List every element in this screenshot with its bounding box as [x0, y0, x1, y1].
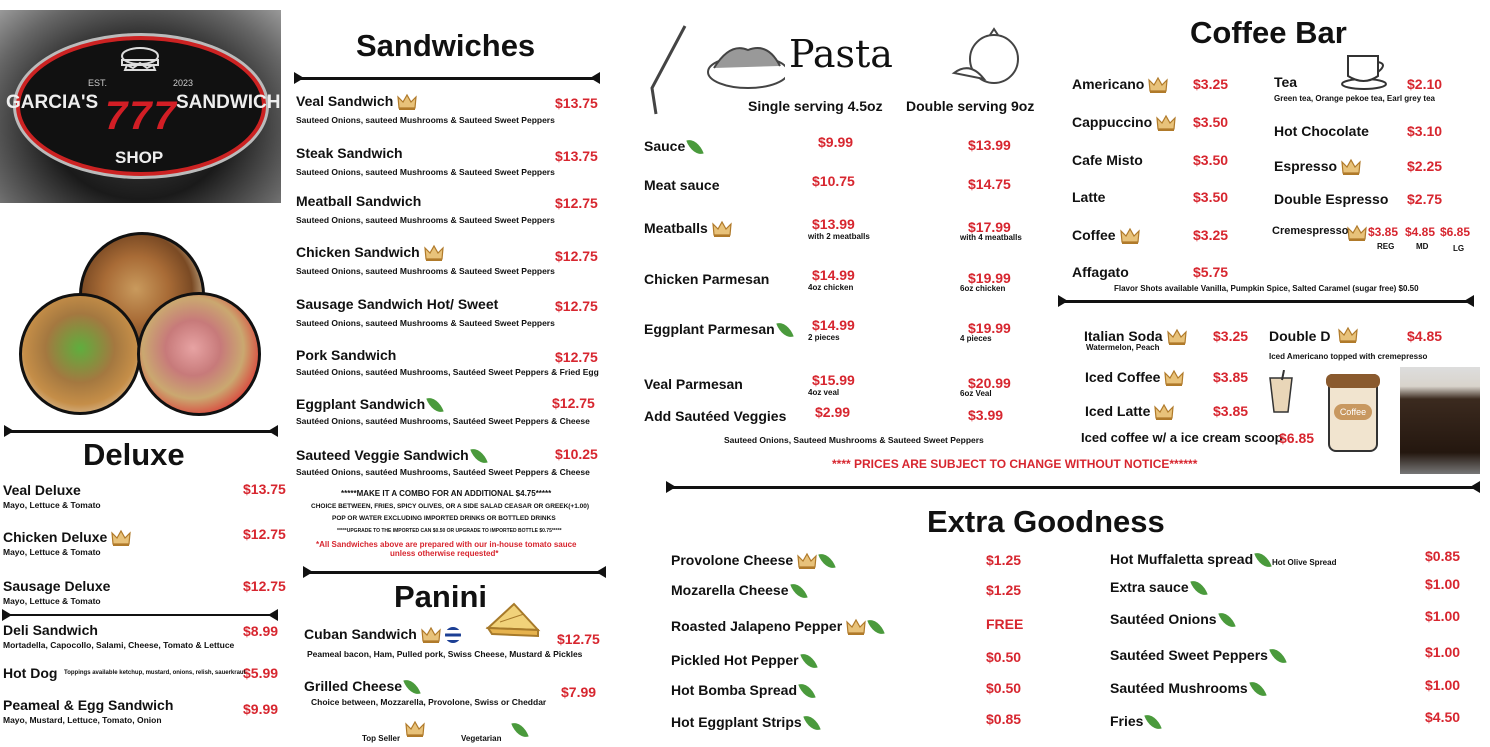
pickled-leaf-icon — [800, 651, 817, 672]
pasta-item-2-single: $13.99 — [812, 216, 855, 232]
sandwich-item-2-name: Meatball Sandwich — [296, 193, 422, 209]
tomato-icon — [950, 25, 1025, 87]
cold-item-2-name: Iced Latte — [1085, 403, 1174, 421]
deluxe-photo — [19, 293, 141, 415]
deluxe-item-3-name: Deli Sandwich — [3, 622, 98, 638]
eggplant-strips-leaf-icon — [803, 713, 820, 734]
cold-item-0-name: Italian Soda — [1084, 328, 1187, 346]
pasta-item-3-double: $19.99 — [968, 270, 1011, 286]
coffee-right-3-price: $2.75 — [1407, 191, 1443, 207]
coffee-right-3-name: Double Espresso — [1274, 191, 1389, 207]
fries-leaf-icon — [1145, 712, 1162, 733]
size-lg-label: LG — [1453, 244, 1465, 253]
pasta-item-4-single: $14.99 — [812, 317, 855, 333]
pasta-item-3-name: Chicken Parmesan — [644, 271, 770, 287]
double-d-name: Double D — [1269, 328, 1331, 344]
extra-right-0-price: $0.85 — [1425, 548, 1461, 564]
double-d-desc: Iced Americano topped with cremepresso — [1269, 352, 1428, 361]
pasta-item-3-single: $14.99 — [812, 267, 855, 283]
iced-cup-icon — [1266, 370, 1296, 414]
pasta-item-6-single: $2.99 — [815, 404, 851, 420]
sandwiches-title: Sandwiches — [356, 28, 536, 63]
pasta-item-5-note1: 4oz veal — [808, 388, 840, 397]
pasta-item-3-note1: 4oz chicken — [808, 283, 854, 292]
coffee-left-0-price: $3.25 — [1193, 76, 1229, 92]
peppers-leaf-icon — [1269, 646, 1286, 667]
provolone-crown-icon — [797, 552, 817, 570]
coffee-crown-icon — [1120, 227, 1140, 245]
cold-item-1-price: $3.85 — [1213, 369, 1249, 385]
coffee-title: Coffee Bar — [1190, 15, 1347, 50]
deluxe-item-1-price: $12.75 — [243, 526, 286, 542]
sauce-leaf-icon — [687, 137, 704, 158]
extra-right-5-price: $4.50 — [1425, 709, 1461, 725]
espresso-crown-icon — [1341, 158, 1361, 176]
pasta-double-serving: Double serving 9oz — [906, 98, 1035, 114]
cremespresso-reg: $3.85 — [1368, 225, 1399, 239]
mushrooms-leaf-icon — [1249, 679, 1266, 700]
sandwich-item-7-price: $10.25 — [555, 446, 598, 462]
cremespresso-lg: $6.85 — [1440, 225, 1471, 239]
shop-logo — [0, 10, 281, 203]
cold-item-2-price: $3.85 — [1213, 403, 1249, 419]
panini-title: Panini — [394, 579, 488, 614]
grilled-leaf-icon — [403, 677, 420, 698]
extra-right-5-name: Fries — [1110, 713, 1159, 731]
coffee-cup-lid — [1326, 374, 1380, 388]
pasta-item-2-note2: with 4 meatballs — [960, 233, 1022, 242]
coffee-right-0-price: $2.10 — [1407, 76, 1443, 92]
deluxe-item-0-name: Veal Deluxe — [3, 482, 81, 498]
coffee-right-2-price: $2.25 — [1407, 158, 1443, 174]
meatballs-crown-icon — [712, 220, 732, 238]
double-d-price: $4.85 — [1407, 328, 1443, 344]
provolone-leaf-icon — [818, 551, 835, 572]
onions-leaf-icon — [1218, 610, 1235, 631]
ham-sandwich-photo — [137, 292, 261, 416]
veggie-leaf-icon — [470, 446, 487, 467]
combo-desc-3: *****UPGRADE TO THE IMPORTED CAN $0.50 OR UPGRADE TO IMPORTED BOTTLE $0.75***** — [337, 528, 562, 534]
pasta-single-serving: Single serving 4.5oz — [748, 98, 883, 114]
coffee-left-0-name: Americano — [1072, 76, 1168, 94]
pasta-item-2-note1: with 2 meatballs — [808, 232, 870, 241]
extra-left-4-price: $0.50 — [986, 680, 1022, 696]
extra-left-4-name: Hot Bomba Spread — [671, 682, 813, 700]
extra-left-2-price: FREE — [986, 616, 1024, 632]
pasta-item-5-name: Veal Parmesan — [644, 376, 743, 392]
combo-offer: *****MAKE IT A COMBO FOR AN ADDITIONAL $4.75***** — [341, 489, 552, 498]
top-seller-crown-icon — [405, 720, 425, 738]
eggplant-parm-leaf-icon — [776, 320, 793, 341]
tea-desc: Green tea, Orange pekoe tea, Earl grey tea — [1274, 94, 1435, 103]
pasta-item-2-name: Meatballs — [644, 220, 732, 238]
flavor-shots: Flavor Shots available Vanilla, Pumpkin Spice, Salted Caramel (sugar free) $0.50 — [1114, 284, 1419, 293]
hot-dog-desc: Toppings available ketchup, mustard, onions, relish, sauerkraut — [64, 670, 246, 676]
cappuccino-crown-icon — [1156, 114, 1176, 132]
sandwich-item-4-name: Sausage Sandwich Hot/ Sweet — [296, 296, 499, 312]
extra-divider — [668, 486, 1478, 489]
pasta-item-0-name: Sauce — [644, 138, 701, 156]
deluxe-item-2-name: Sausage Deluxe — [3, 578, 111, 594]
panini-grilled-price: $7.99 — [561, 684, 597, 700]
deluxe-item-0-desc: Mayo, Lettuce & Tomato — [3, 500, 101, 510]
deluxe-item-5-name: Peameal & Egg Sandwich — [3, 697, 174, 713]
sandwich-item-5-price: $12.75 — [555, 349, 598, 365]
sandwich-item-4-price: $12.75 — [555, 298, 598, 314]
bomba-leaf-icon — [798, 681, 815, 702]
sandwich-item-0-desc: Sauteed Onions, sauteed Mushrooms & Sauteed Sweet Peppers — [296, 115, 555, 125]
panini-cuban-name: Cuban Sandwich — [304, 626, 461, 644]
veggie-desc: Sauteed Onions, Sauteed Mushrooms & Sauteed Sweet Peppers — [724, 435, 984, 445]
coffee-left-2-price: $3.50 — [1193, 152, 1229, 168]
pasta-item-6-double: $3.99 — [968, 407, 1004, 423]
pasta-item-4-double: $19.99 — [968, 320, 1011, 336]
sandwich-item-5-name: Pork Sandwich — [296, 347, 397, 363]
coffee-right-0-name: Tea — [1274, 74, 1298, 90]
panini-cuban-desc: Peameal bacon, Ham, Pulled pork, Swiss Cheese, Mustard & Pickles — [307, 649, 583, 659]
sandwich-item-6-price: $12.75 — [552, 395, 595, 411]
coffee-left-5-name: Affagato — [1072, 264, 1129, 280]
sandwich-item-1-desc: Sauteed Onions, sauteed Mushrooms & Sauteed Sweet Peppers — [296, 167, 555, 177]
combo-desc-2: POP OR WATER EXCLUDING IMPORTED DRINKS OR BOTTLED DRINKS — [332, 515, 556, 522]
soda-desc: Watermelon, Peach — [1086, 343, 1160, 352]
pasta-item-5-single: $15.99 — [812, 372, 855, 388]
panini-divider — [305, 571, 604, 574]
coffee-cup-label: Coffee — [1334, 404, 1372, 420]
pasta-item-4-note2: 4 pieces — [960, 334, 992, 343]
logo-name-right: SANDWICH — [176, 92, 281, 113]
deluxe-title: Deluxe — [83, 437, 185, 472]
deluxe-divider — [6, 430, 276, 433]
coffee-left-4-price: $3.25 — [1193, 227, 1229, 243]
legend-top-seller: Top Seller — [362, 734, 401, 743]
cuban-crown-icon — [421, 626, 441, 644]
coffee-cup-icon — [1328, 374, 1378, 452]
pasta-item-3-note2: 6oz chicken — [960, 284, 1006, 293]
deluxe-item-4-name: Hot Dog — [3, 665, 58, 681]
extra-right-2-name: Sautéed Onions — [1110, 611, 1233, 629]
pasta-item-1-name: Meat sauce — [644, 177, 720, 193]
chicken-deluxe-crown-icon — [111, 529, 131, 547]
cold-2-crown-icon — [1154, 403, 1174, 421]
logo-year: 2023 — [173, 78, 194, 88]
deluxe-item-5-price: $9.99 — [243, 701, 279, 717]
extra-left-0-name: Provolone Cheese — [671, 552, 833, 570]
pasta-item-4-name: Eggplant Parmesan — [644, 321, 791, 339]
coffee-left-1-name: Cappuccino — [1072, 114, 1176, 132]
sandwich-item-3-desc: Sauteed Onions, sauteed Mushrooms & Sauteed Sweet Peppers — [296, 266, 555, 276]
legend-vegetarian: Vegetarian — [461, 734, 502, 743]
pasta-item-5-note2: 6oz Veal — [960, 389, 992, 398]
cold-item-1-name: Iced Coffee — [1085, 369, 1184, 387]
extra-right-1-name: Extra sauce — [1110, 579, 1205, 597]
extra-left-5-price: $0.85 — [986, 711, 1022, 727]
extra-sauce-leaf-icon — [1190, 578, 1207, 599]
sandwich-note-1: *All Sandwiches above are prepared with our in-house tomato sauce — [316, 540, 577, 549]
jalapeno-crown-icon — [846, 618, 866, 636]
double-d-crown-icon — [1338, 326, 1358, 344]
extra-left-1-price: $1.25 — [986, 582, 1022, 598]
coffee-left-1-price: $3.50 — [1193, 114, 1229, 130]
extra-right-4-name: Sautéed Mushrooms — [1110, 680, 1264, 698]
sandwich-note-2: unless otherwise requested* — [390, 549, 499, 558]
scoop-price: $6.85 — [1279, 430, 1315, 446]
muffaletta-leaf-icon — [1254, 550, 1271, 571]
deluxe-item-4-price: $5.99 — [243, 665, 279, 681]
mozarella-leaf-icon — [790, 581, 807, 602]
muffaletta-desc: Hot Olive Spread — [1272, 558, 1337, 567]
extra-right-2-price: $1.00 — [1425, 608, 1461, 624]
coffee-right-1-price: $3.10 — [1407, 123, 1443, 139]
coffee-left-5-price: $5.75 — [1193, 264, 1229, 280]
cremespresso-crown-icon — [1347, 224, 1367, 242]
scoop-name: Iced coffee w/ a ice cream scoop — [1081, 430, 1283, 445]
sandwich-item-2-price: $12.75 — [555, 195, 598, 211]
extra-right-1-price: $1.00 — [1425, 576, 1461, 592]
pasta-title: Pasta — [789, 32, 893, 76]
cremespresso-name: Cremespresso — [1272, 225, 1349, 237]
price-notice: **** PRICES ARE SUBJECT TO CHANGE WITHOUT NOTICE****** — [832, 457, 1198, 471]
sandwich-item-3-price: $12.75 — [555, 248, 598, 264]
cold-item-0-price: $3.25 — [1213, 328, 1249, 344]
panini-grilled-desc: Choice between, Mozzarella, Provolone, Swiss or Cheddar — [311, 697, 547, 707]
extra-left-1-name: Mozarella Cheese — [671, 582, 805, 600]
sandwich-item-6-name: Eggplant Sandwich — [296, 396, 441, 414]
deluxe-item-2-desc: Mayo, Lettuce & Tomato — [3, 596, 101, 606]
extra-left-3-price: $0.50 — [986, 649, 1022, 665]
eggplant-leaf-icon — [426, 395, 443, 416]
pasta-item-0-single: $9.99 — [818, 134, 854, 150]
sandwich-item-0-price: $13.75 — [555, 95, 598, 111]
sandwich-item-3-name: Chicken Sandwich — [296, 244, 444, 262]
logo-bottom: SHOP — [115, 148, 164, 167]
teacup-icon — [1338, 48, 1390, 90]
sandwich-item-1-price: $13.75 — [555, 148, 598, 164]
cremespresso-md: $4.85 — [1405, 225, 1436, 239]
extra-right-0-name: Hot Muffaletta spread — [1110, 551, 1269, 569]
pasta-item-0-double: $13.99 — [968, 137, 1011, 153]
coffee-right-1-name: Hot Chocolate — [1274, 123, 1369, 139]
iced-coffee-photo — [1400, 367, 1480, 474]
sandwich-item-7-desc: Sautéed Onions, sautéed Mushrooms, Sautéed Sweet Peppers & Cheese — [296, 467, 590, 477]
logo-name-left: GARCIA'S — [6, 92, 99, 113]
coffee-left-2-name: Cafe Misto — [1072, 152, 1143, 168]
coffee-right-2-name: Espresso — [1274, 158, 1361, 176]
vegetarian-leaf-icon — [511, 719, 528, 740]
deluxe-item-1-name: Chicken Deluxe — [3, 529, 131, 547]
sandwich-item-5-desc: Sautéed Onions, sautéed Mushrooms, Sautéed Sweet Peppers & Fried Egg — [296, 367, 599, 377]
coffee-divider — [1060, 300, 1472, 303]
extra-right-4-price: $1.00 — [1425, 677, 1461, 693]
logo-est: EST. — [88, 78, 108, 88]
pasta-item-5-double: $20.99 — [968, 375, 1011, 391]
panini-cuban-price: $12.75 — [557, 631, 600, 647]
deluxe-item-3-price: $8.99 — [243, 623, 279, 639]
jalapeno-leaf-icon — [867, 617, 884, 638]
combo-desc-1: CHOICE BETWEEN, FRIES, SPICY OLIVES, OR A SIDE SALAD CEASAR OR GREEK(+1.00) — [311, 503, 590, 510]
extra-right-3-price: $1.00 — [1425, 644, 1461, 660]
sandwich-item-1-name: Steak Sandwich — [296, 145, 403, 161]
cuban-cuba-flag-icon — [445, 627, 461, 643]
pasta-item-1-double: $14.75 — [968, 176, 1011, 192]
coffee-left-3-price: $3.50 — [1193, 189, 1229, 205]
cold-1-crown-icon — [1164, 369, 1184, 387]
extra-left-3-name: Pickled Hot Pepper — [671, 652, 815, 670]
deluxe-item-1-desc: Mayo, Lettuce & Tomato — [3, 547, 101, 557]
size-md-label: MD — [1416, 242, 1429, 251]
panini-icon — [484, 600, 542, 640]
veal-crown-icon — [397, 93, 417, 111]
panini-grilled-name: Grilled Cheese — [304, 678, 418, 696]
extra-left-5-name: Hot Eggplant Strips — [671, 714, 818, 732]
deluxe-divider-2 — [4, 614, 276, 616]
chicken-crown-icon — [424, 244, 444, 262]
sandwich-item-0-name: Veal Sandwich — [296, 93, 417, 111]
sandwich-item-4-desc: Sauteed Onions, sauteed Mushrooms & Sauteed Sweet Peppers — [296, 318, 555, 328]
pasta-item-6-name: Add Sautéed Veggies — [644, 408, 787, 424]
extra-right-3-name: Sautéed Sweet Peppers — [1110, 647, 1284, 665]
deluxe-item-2-price: $12.75 — [243, 578, 286, 594]
pasta-item-1-single: $10.75 — [812, 173, 855, 189]
size-reg-label: REG — [1377, 242, 1395, 251]
deluxe-item-3-desc: Mortadella, Capocollo, Salami, Cheese, Tomato & Lettuce — [3, 640, 235, 650]
deluxe-item-0-price: $13.75 — [243, 481, 286, 497]
sandwich-item-7-name: Sauteed Veggie Sandwich — [296, 447, 485, 465]
sandwich-logo-icon — [113, 46, 168, 78]
extra-title: Extra Goodness — [927, 504, 1165, 539]
sandwich-item-2-desc: Sauteed Onions, sauteed Mushrooms & Sauteed Sweet Peppers — [296, 215, 555, 225]
sandwich-item-6-desc: Sautéed Onions, sautéed Mushrooms, Sautéed Sweet Peppers & Cheese — [296, 416, 590, 426]
extra-left-0-price: $1.25 — [986, 552, 1022, 568]
extra-left-2-name: Roasted Jalapeno Pepper — [671, 618, 882, 636]
coffee-left-3-name: Latte — [1072, 189, 1106, 205]
coffee-left-4-name: Coffee — [1072, 227, 1140, 245]
sandwiches-divider — [296, 77, 598, 80]
pasta-item-4-note1: 2 pieces — [808, 333, 840, 342]
cold-0-crown-icon — [1167, 328, 1187, 346]
logo-number: 777 — [105, 94, 178, 138]
deluxe-item-5-desc: Mayo, Mustard, Lettuce, Tomato, Onion — [3, 715, 162, 725]
pasta-item-2-double: $17.99 — [968, 219, 1011, 235]
americano-crown-icon — [1148, 76, 1168, 94]
